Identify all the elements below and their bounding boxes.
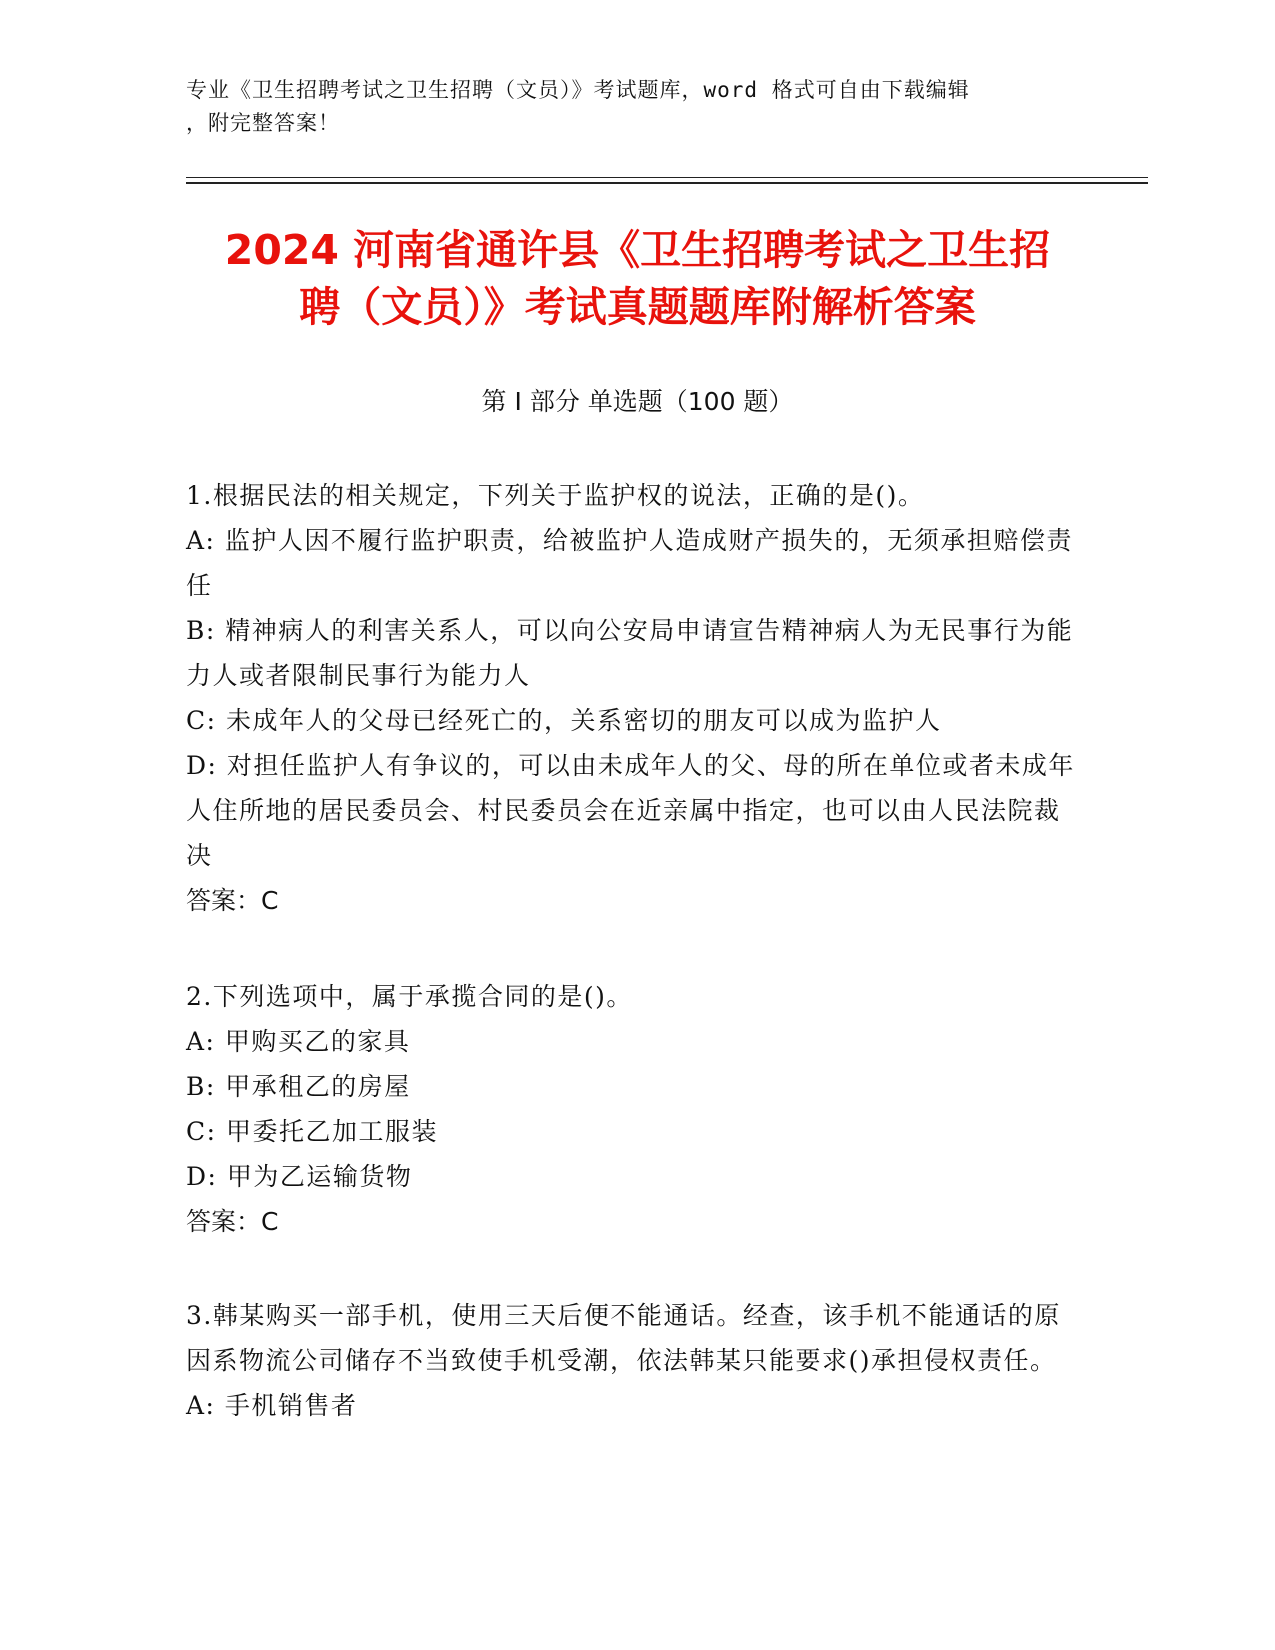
question-1 — [186, 473, 1086, 923]
option-d: D: 对担任监护人有争议的，可以由未成年人的父、母的所在单位或者未成年人住所地的居民委员会、村民委员会在近亲属中指定，也可以由人民法院裁决 — [186, 751, 1075, 870]
answer: 答案：C — [186, 886, 279, 915]
question-2 — [186, 974, 1086, 1244]
option-c: C: 甲委托乙加工服装 — [186, 1117, 438, 1146]
option-a: A: 监护人因不履行监护职责，给被监护人造成财产损失的，无须承担赔偿责任 — [186, 526, 1073, 600]
document-title-line-1: 2024 河南省通许县《卫生招聘考试之卫生招 — [224, 226, 1051, 274]
document-title-line-2: 聘（文员）》考试真题题库附解析答案 — [299, 283, 976, 331]
option-c: C: 未成年人的父母已经死亡的，关系密切的朋友可以成为监护人 — [186, 706, 942, 735]
question-3 — [186, 1293, 1086, 1428]
header-note-line-2: ，附完整答案！ — [186, 111, 340, 135]
option-b: B: 精神病人的利害关系人，可以向公安局申请宣告精神病人为无民事行为能力人或者限制民事行为能力人 — [186, 616, 1074, 690]
header-note — [186, 74, 1086, 140]
option-a: A: 甲购买乙的家具 — [186, 1027, 411, 1056]
option-d: D: 甲为乙运输货物 — [186, 1162, 413, 1191]
question-stem: 3.韩某购买一部手机，使用三天后便不能通话。经查，该手机不能通话的原因系物流公司储存不当致使手机受潮，依法韩某只能要求()承担侵权责任。 — [186, 1301, 1061, 1375]
header-note-line-1: 专业《卫生招聘考试之卫生招聘（文员）》考试题库，word 格式可自由下载编辑 — [186, 78, 970, 102]
answer: 答案：C — [186, 1207, 279, 1236]
header-rule-thick — [186, 182, 1148, 184]
section-title: 第 I 部分 单选题（100 题） — [481, 387, 794, 416]
question-stem: 1.根据民法的相关规定，下列关于监护权的说法，正确的是()。 — [186, 481, 925, 510]
header-rule-thin — [186, 177, 1148, 178]
document-title — [186, 222, 1089, 336]
option-a: A: 手机销售者 — [186, 1391, 358, 1420]
question-stem: 2.下列选项中，属于承揽合同的是()。 — [186, 982, 633, 1011]
option-b: B: 甲承租乙的房屋 — [186, 1072, 411, 1101]
